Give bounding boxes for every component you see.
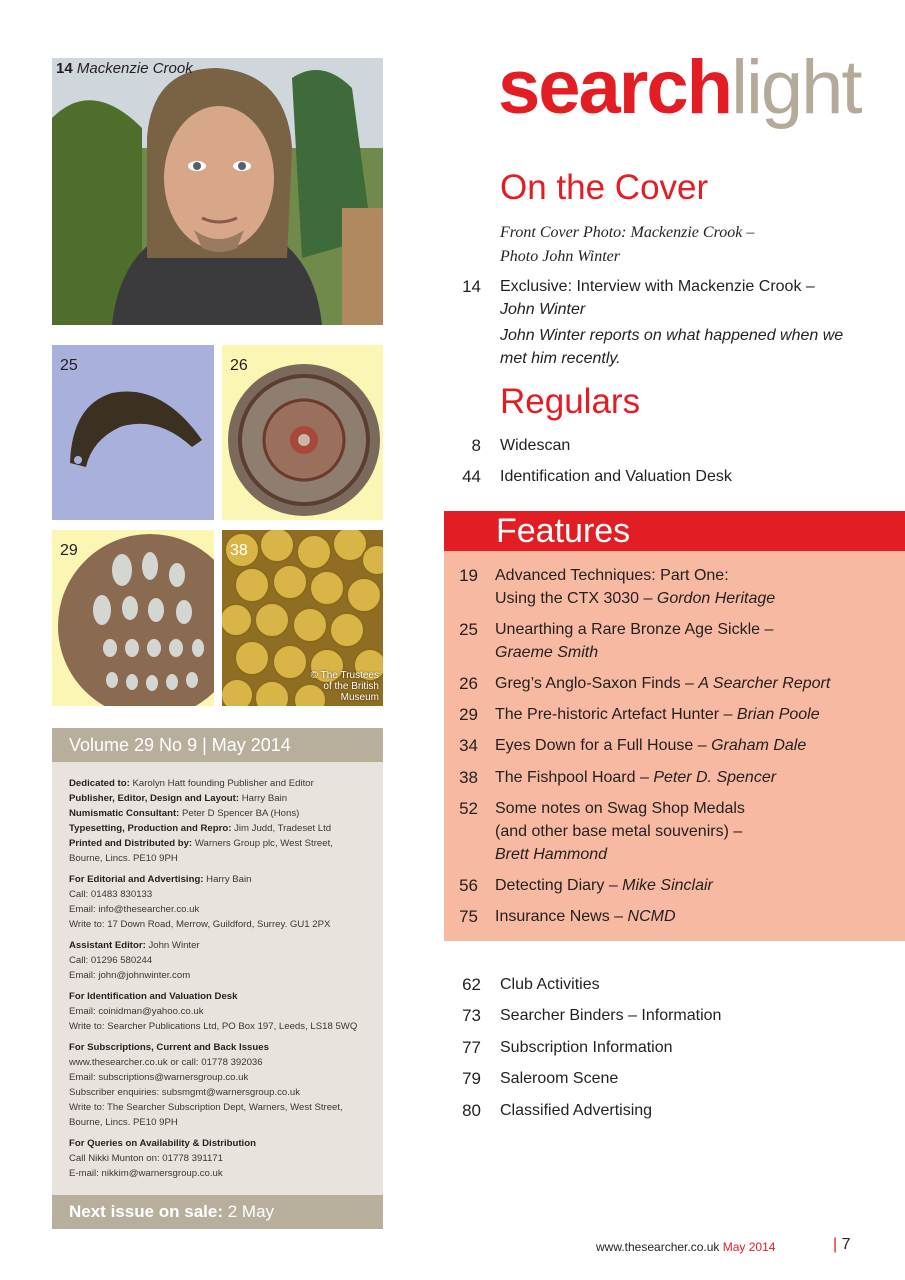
subs-web[interactable]: www.thesearcher.co.uk or call: 01778 392036 bbox=[69, 1057, 263, 1068]
next-issue-date: 2 May bbox=[227, 1202, 275, 1221]
toc-entry-author: NCMD bbox=[627, 908, 676, 925]
toc-entry-feature[interactable]: 34 Eyes Down for a Full House – Graham Dale bbox=[459, 736, 807, 755]
publisher-info bbox=[52, 762, 383, 1195]
portrait-illustration bbox=[52, 58, 383, 325]
toc-entry-title: Detecting Diary bbox=[495, 877, 605, 894]
ident-contact bbox=[69, 989, 373, 1034]
queries-email[interactable]: E-mail: nikkim@warnersgroup.co.uk bbox=[69, 1168, 223, 1179]
credit-row bbox=[69, 791, 373, 806]
toc-entry-title: Greg’s Anglo-Saxon Finds bbox=[495, 675, 681, 692]
editorial-phone: Call: 01483 830133 bbox=[69, 889, 153, 900]
credit-row bbox=[69, 821, 373, 836]
credit-label: Dedicated to: bbox=[69, 778, 130, 789]
toc-page-number: 34 bbox=[459, 736, 478, 755]
toc-page-number: 14 bbox=[462, 277, 481, 296]
footer-url[interactable]: www.thesearcher.co.uk bbox=[596, 1240, 720, 1254]
next-issue-banner bbox=[52, 1195, 383, 1229]
toc-page-number: 77 bbox=[462, 1038, 481, 1057]
toc-page-number: 62 bbox=[462, 975, 481, 994]
toc-entry-title: The Fishpool Hoard bbox=[495, 769, 636, 786]
thumb-page-38: 38 bbox=[230, 542, 248, 559]
queries-phone: Call Nikki Munton on: 01778 391171 bbox=[69, 1153, 223, 1164]
toc-entry-misc[interactable] bbox=[445, 1099, 885, 1122]
toc-entry-author: John Winter bbox=[500, 301, 586, 318]
cover-credit-line: Front Cover Photo: Mackenzie Crook – bbox=[500, 224, 755, 241]
toc-page-number: 56 bbox=[459, 876, 478, 895]
cover-credit-line: Photo John Winter bbox=[500, 248, 620, 265]
editorial-address: Write to: 17 Down Road, Merrow, Guildford, Surrey. GU1 2PX bbox=[69, 919, 331, 930]
thumb-sickle bbox=[52, 345, 214, 520]
toc-page-number: 8 bbox=[471, 436, 481, 455]
credit-row bbox=[69, 806, 373, 821]
toc-page-number: 44 bbox=[462, 467, 481, 486]
toc-entry-title: Subscription Information bbox=[500, 1039, 673, 1056]
toc-page-number: 73 bbox=[462, 1006, 481, 1025]
toc-entry-feature[interactable]: 52 Some notes on Swag Shop Medals (and other base metal souvenirs) – Brett Hammond bbox=[442, 797, 882, 866]
credit-value: Peter D Spencer BA (Hons) bbox=[182, 808, 300, 819]
toc-entry-title: (and other base metal souvenirs) bbox=[495, 823, 729, 840]
cover-photo bbox=[52, 58, 383, 325]
editorial-label: For Editorial and Advertising: bbox=[69, 874, 204, 885]
toc-entry-author: Brian Poole bbox=[736, 706, 820, 723]
footer-site bbox=[596, 1240, 775, 1254]
toc-entry-title: Unearthing a Rare Bronze Age Sickle bbox=[495, 621, 761, 638]
credit-value: Warners Group plc, West Street, bbox=[194, 838, 333, 849]
assistant-email[interactable]: Email: john@johnwinter.com bbox=[69, 970, 191, 981]
toc-entry-title: Advanced Techniques: Part One: bbox=[495, 567, 729, 584]
credit-row bbox=[69, 836, 373, 851]
subs-address: Write to: The Searcher Subscription Dept, Warners, West Street, bbox=[69, 1102, 343, 1113]
toc-entry-misc[interactable] bbox=[445, 1067, 885, 1090]
credit-line: Museum bbox=[340, 692, 379, 703]
credit-value: Harry Bain bbox=[241, 793, 288, 804]
toc-page-number: 26 bbox=[459, 674, 478, 693]
printer-address: Bourne, Lincs. PE10 9PH bbox=[69, 853, 178, 864]
credit-row bbox=[69, 776, 373, 791]
ident-email[interactable]: Email: coinidman@yahoo.co.uk bbox=[69, 1006, 204, 1017]
toc-entry-title: Eyes Down for a Full House bbox=[495, 737, 694, 754]
toc-entry-title: Using the CTX 3030 bbox=[495, 590, 640, 607]
volume-banner: Volume 29 No 9 | May 2014 bbox=[52, 728, 383, 762]
credit-label: Numismatic Consultant: bbox=[69, 808, 180, 819]
toc-entry-title: Searcher Binders – Information bbox=[500, 1007, 722, 1024]
credit-line: of the British bbox=[323, 681, 379, 692]
toc-entry-title: The Pre-historic Artefact Hunter bbox=[495, 706, 720, 723]
cover-photo-credit bbox=[500, 221, 754, 269]
toc-entry-author: Graeme Smith bbox=[495, 644, 599, 661]
subs-enquiries[interactable]: Subscriber enquiries: subsmgmt@warnersgroup.co.uk bbox=[69, 1087, 301, 1098]
credit-label: Publisher, Editor, Design and Layout: bbox=[69, 793, 240, 804]
credit-label: Typesetting, Production and Repro: bbox=[69, 823, 232, 834]
on-the-cover-heading: On the Cover bbox=[500, 168, 709, 207]
toc-entry-regular[interactable] bbox=[445, 434, 885, 457]
ident-address: Write to: Searcher Publications Ltd, PO Box 197, Leeds, LS18 5WQ bbox=[69, 1021, 358, 1032]
toc-entry-title: Insurance News bbox=[495, 908, 610, 925]
toc-entry-title: Identification and Valuation Desk bbox=[500, 468, 732, 485]
toc-entry-feature[interactable]: 75 Insurance News – NCMD bbox=[459, 907, 676, 926]
toc-entry-author: Graham Dale bbox=[711, 737, 807, 754]
credit-label: Printed and Distributed by: bbox=[69, 838, 193, 849]
toc-page-number: 38 bbox=[459, 768, 478, 787]
assistant-label: Assistant Editor: bbox=[69, 940, 146, 951]
toc-entry-title: Some notes on Swag Shop Medals bbox=[495, 800, 745, 817]
masthead-search: search bbox=[498, 45, 732, 130]
page-folio bbox=[833, 1236, 851, 1254]
subs-contact bbox=[69, 1040, 373, 1130]
regulars-heading: Regulars bbox=[500, 382, 641, 421]
thumb-page-29: 29 bbox=[60, 542, 78, 559]
thumb-page-25: 25 bbox=[60, 357, 78, 374]
toc-entry-feature[interactable]: 29 The Pre-historic Artefact Hunter – Brian Poole bbox=[459, 705, 820, 724]
toc-entry-feature[interactable]: 26 Greg’s Anglo-Saxon Finds – A Searcher Report bbox=[459, 674, 831, 693]
queries-label: For Queries on Availability & Distribution bbox=[69, 1138, 256, 1149]
queries-contact bbox=[69, 1136, 373, 1181]
toc-entry-misc[interactable] bbox=[445, 973, 885, 996]
editorial-contact bbox=[69, 872, 373, 932]
footer-issue: May 2014 bbox=[722, 1240, 776, 1254]
toc-entry-regular[interactable] bbox=[445, 465, 885, 488]
subs-address: Bourne, Lincs. PE10 9PH bbox=[69, 1117, 178, 1128]
thumb-artefacts bbox=[52, 530, 214, 706]
ident-label: For Identification and Valuation Desk bbox=[69, 991, 238, 1002]
toc-entry-author: Mike Sinclair bbox=[622, 877, 713, 894]
assistant-phone: Call: 01296 580244 bbox=[69, 955, 153, 966]
toc-entry-desc: John Winter reports on what happened when we bbox=[500, 327, 844, 344]
toc-page-number: 79 bbox=[462, 1069, 481, 1088]
toc-entry-misc[interactable] bbox=[445, 1004, 885, 1027]
toc-entry-feature[interactable]: 56 Detecting Diary – Mike Sinclair bbox=[459, 876, 713, 895]
toc-entry-feature[interactable]: 38 The Fishpool Hoard – Peter D. Spencer bbox=[459, 768, 777, 787]
assistant-contact bbox=[69, 938, 373, 983]
thumb-page-26: 26 bbox=[230, 357, 248, 374]
credit-value: Karolyn Hatt founding Publisher and Editor bbox=[132, 778, 314, 789]
next-issue-label: Next issue on sale: bbox=[69, 1202, 224, 1221]
cover-photo-page: 14 bbox=[56, 60, 73, 77]
staff-credits bbox=[69, 776, 373, 866]
thumb-coins bbox=[222, 530, 383, 706]
editorial-name: Harry Bain bbox=[206, 874, 252, 885]
toc-entry-author: Peter D. Spencer bbox=[653, 769, 777, 786]
toc-entry-title: Classified Advertising bbox=[500, 1102, 653, 1119]
toc-entry-text: Exclusive: Interview with Mackenzie Crook – John Winter John Winter reports on what happened when we met him recently. bbox=[500, 278, 844, 367]
toc-entry-feature[interactable]: 25 Unearthing a Rare Bronze Age Sickle – Graeme Smith bbox=[459, 620, 774, 661]
masthead-light: light bbox=[731, 45, 861, 130]
assistant-name: John Winter bbox=[148, 940, 200, 951]
subs-label: For Subscriptions, Current and Back Issues bbox=[69, 1042, 269, 1053]
toc-entry-author: Gordon Heritage bbox=[656, 590, 776, 607]
toc-entry-author: A Searcher Report bbox=[698, 675, 831, 692]
toc-entry-title: Widescan bbox=[500, 437, 571, 454]
subs-email[interactable]: Email: subscriptions@warnersgroup.co.uk bbox=[69, 1072, 249, 1083]
masthead-logo bbox=[498, 38, 861, 138]
folio-divider: | bbox=[833, 1236, 838, 1253]
toc-entry-title: Exclusive: Interview with Mackenzie Crook bbox=[500, 278, 802, 295]
toc-page-number: 75 bbox=[459, 907, 478, 926]
toc-page-number: 25 bbox=[459, 620, 478, 639]
toc-entry-title: Saleroom Scene bbox=[500, 1070, 619, 1087]
cover-photo-caption bbox=[56, 60, 193, 77]
cover-photo-name: Mackenzie Crook bbox=[76, 60, 193, 77]
toc-entry-feature[interactable]: 19 Advanced Techniques: Part One: Using the CTX 3030 – Gordon Heritage bbox=[442, 564, 882, 610]
toc-page-number: 19 bbox=[459, 566, 478, 585]
toc-page-number: 80 bbox=[462, 1101, 481, 1120]
toc-entry-author: Brett Hammond bbox=[495, 846, 608, 863]
page-number: 7 bbox=[841, 1236, 851, 1253]
photo-credit bbox=[311, 670, 379, 703]
toc-entry-desc: met him recently. bbox=[500, 350, 621, 367]
credit-value: Jim Judd, Tradeset Ltd bbox=[234, 823, 332, 834]
thumb-brooch bbox=[222, 345, 383, 520]
toc-entry-cover[interactable] bbox=[445, 275, 885, 370]
editorial-email[interactable]: Email: info@thesearcher.co.uk bbox=[69, 904, 200, 915]
toc-page-number: 52 bbox=[459, 799, 478, 818]
toc-page-number: 29 bbox=[459, 705, 478, 724]
credit-line: © The Trustees bbox=[310, 670, 379, 681]
toc-entry-title: Club Activities bbox=[500, 976, 600, 993]
features-heading: Features bbox=[444, 511, 905, 551]
toc-entry-misc[interactable] bbox=[445, 1036, 885, 1059]
